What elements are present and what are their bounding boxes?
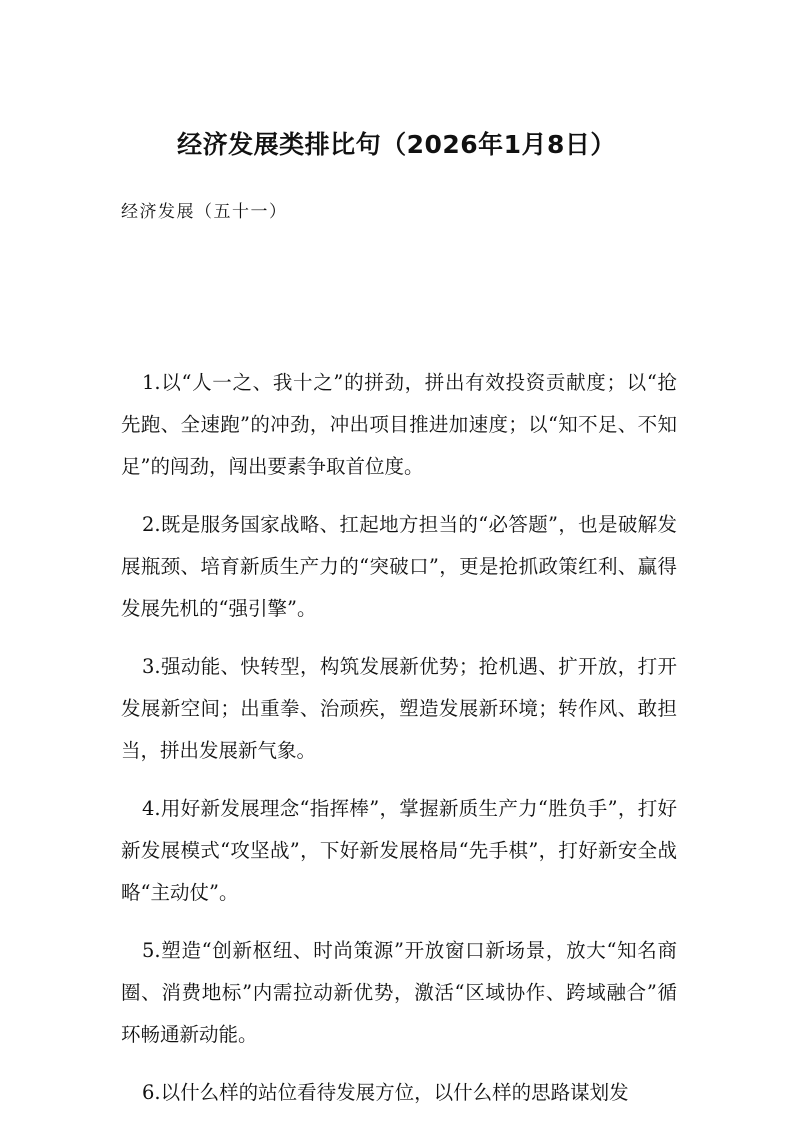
paragraph-5: 5.塑造“创新枢纽、时尚策源”开放窗口新场景，放大“知名商圈、消费地标”内需拉动新优势，激活“区域协作、跨域融合”循环畅通新动能。 — [121, 939, 677, 1046]
paragraph-3: 3.强动能、快转型，构筑发展新优势；抢机遇、扩开放，打开发展新空间；出重拳、治顽疾，塑造发展新环境；转作风、敢担当，拼出发展新气象。 — [121, 655, 677, 762]
document-title: 经济发展类排比句（2026年1月8日） — [177, 130, 616, 159]
document-subtitle: 经济发展（五十一） — [121, 202, 288, 222]
paragraph-4: 4.用好新发展理念“指挥棒”，掌握新质生产力“胜负手”，打好新发展模式“攻坚战”，下好新发展格局“先手棋”，打好新安全战略“主动仗”。 — [121, 797, 677, 904]
paragraph-1: 1.以“人一之、我十之”的拼劲，拼出有效投资贡献度；以“抢先跑、全速跑”的冲劲，冲出项目推进加速度；以“知不足、不知足”的闯劲，闯出要素争取首位度。 — [121, 371, 677, 478]
paragraph-2: 2.既是服务国家战略、扛起地方担当的“必答题”，也是破解发展瓶颈、培育新质生产力的“突破口”，更是抢抓政策红利、赢得发展先机的“强引擎”。 — [121, 513, 677, 620]
paragraph-6: 6.以什么样的站位看待发展方位，以什么样的思路谋划发 — [142, 1081, 629, 1104]
document-body — [121, 362, 677, 1130]
